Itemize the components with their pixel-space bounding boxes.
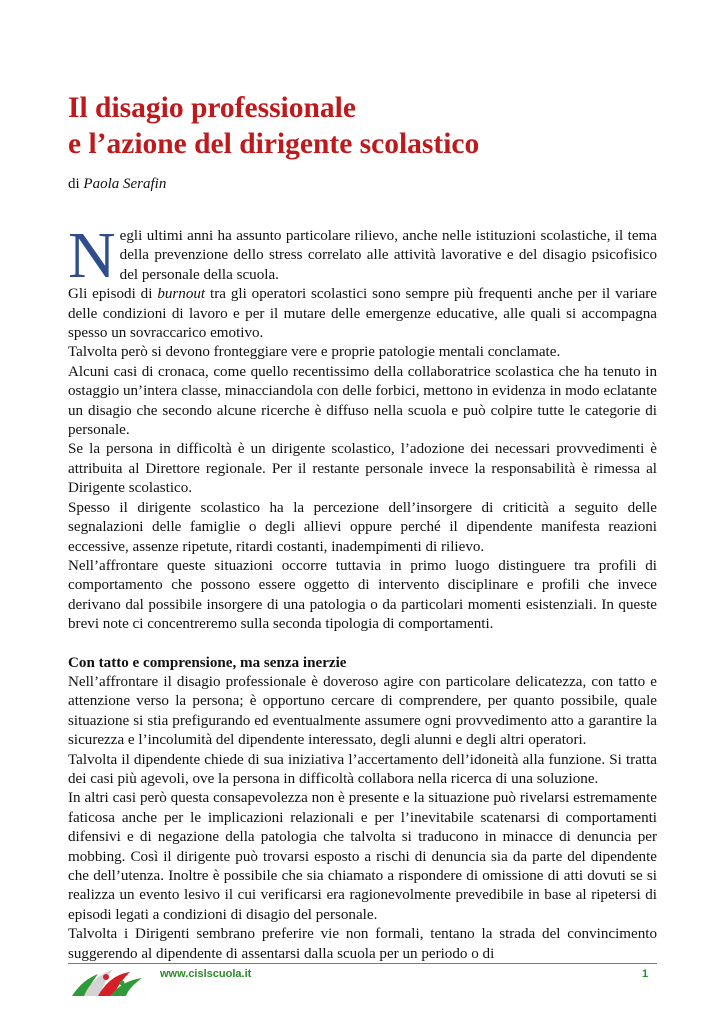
byline-prefix: di bbox=[68, 176, 84, 192]
section-heading: Con tatto e comprensione, ma senza inerzie bbox=[68, 654, 347, 671]
footer-divider bbox=[68, 963, 657, 964]
document-title bbox=[68, 90, 658, 162]
footer-website-link[interactable]: www.cislscuola.it bbox=[160, 968, 252, 980]
intro-text: egli ultimi anni ha assunto particolare rilievo, anche nelle istituzioni scolastiche, il tema della prevenzione dello stress correlato alle attività lavorative e del disagio psicofisico del personale della scuola. bbox=[119, 228, 657, 283]
cisl-scuola-logo-icon bbox=[70, 966, 146, 1000]
section-paragraph: Nell’affrontare il disagio professionale è doveroso agire con particolare delicatezza, con tatto e attenzione verso la persona; è opportuno cercare di comprendere, per quanto possibile, quale situazione si stia prefigurando ed eventualmente assumere ogni provvedimento atto a garantire la sicurezza e l’incolumità del dipendente interessato, degli alunni e degli altri operatori. bbox=[68, 673, 657, 749]
paragraph-text: Gli episodi di bbox=[68, 286, 158, 303]
drop-cap: N bbox=[68, 219, 116, 292]
intro-paragraph bbox=[68, 219, 657, 292]
section-paragraph: In altri casi però questa consapevolezza non è presente e la situazione può rivelarsi estremamente faticosa anche per le implicazioni relazionali e per l’inevitabile scatenarsi di comportamenti difensivi e di negazione della patologia che talvolta si traducono in minacce di denuncia per mobbing. Così il dirigente può trovarsi esposto a rischi di denuncia sia da parte del dipendente che dell’utenza. Inoltre è possibile che sia chiamato a rispondere di omissione di atti dovuti se si realizza un evento lesivo il cui verificarsi era ragionevolmente prevedibile in base al ripetersi di episodi legati a condizioni di disagio del personale. bbox=[68, 790, 657, 923]
paragraph: Spesso il dirigente scolastico ha la percezione dell’insorgere di criticità a seguito delle segnalazioni delle famiglie o degli allievi oppure perché il dipendente manifesta reazioni eccessive, assenze ripetute, ritardi costanti, inadempimenti di rilievo. bbox=[68, 499, 657, 555]
paragraph: Alcuni casi di cronaca, come quello recentissimo della collaboratrice scolastica che ha tenuto in ostaggio un’intera classe, minacciandola con delle forbici, mettono in evidenza in modo eclatante un disagio che secondo alcune ricerche è diffuso nella scuola e può colpire tutte le categorie di personale. bbox=[68, 363, 657, 439]
paragraph: Se la persona in difficoltà è un dirigente scolastico, l’adozione dei necessari provvedimenti è attribuita al Direttore regionale. Per il restante personale invece la responsabilità è rimessa al Dirigente scolastico. bbox=[68, 441, 657, 497]
section-paragraph: Talvolta il dipendente chiede di sua iniziativa l’accertamento dell’idoneità alla funzione. Si tratta dei casi più agevoli, ove la persona in difficoltà collabora nella ricerca di una soluzione. bbox=[68, 751, 657, 787]
title-line-2: e l’azione del dirigente scolastico bbox=[68, 128, 480, 160]
paragraph-text: tra gli operatori scolastici sono sempre più frequenti anche per il variare delle condizioni di lavoro e per il mutare delle emergenze educative, alle quali si accompagna spesso un sovraccarico emotivo. bbox=[68, 286, 658, 342]
author-name: Paola Serafin bbox=[83, 176, 167, 192]
paragraph-burnout bbox=[68, 285, 657, 343]
paragraph: Nell’affrontare queste situazioni occorre tuttavia in primo luogo distinguere tra profili di comportamento che possono essere oggetto di intervento disciplinare e profili che invece derivano dal possibile insorgere di una patologia o da particolari momenti esistenziali. In queste brevi note ci concentreremo sulla seconda tipologia di comportamenti. bbox=[68, 557, 657, 633]
article-body bbox=[68, 219, 658, 964]
page-number: 1 bbox=[642, 968, 649, 980]
byline bbox=[68, 176, 166, 193]
title-line-1: Il disagio professionale bbox=[68, 92, 356, 124]
italic-term: burnout bbox=[157, 286, 206, 303]
paragraph: Talvolta però si devono fronteggiare vere e proprie patologie mentali conclamate. bbox=[68, 344, 561, 361]
section-paragraph: Talvolta i Dirigenti sembrano preferire vie non formali, tentano la strada del convincimento suggerendo al dipendente di assentarsi dalla scuola per un periodo o di bbox=[68, 926, 657, 962]
